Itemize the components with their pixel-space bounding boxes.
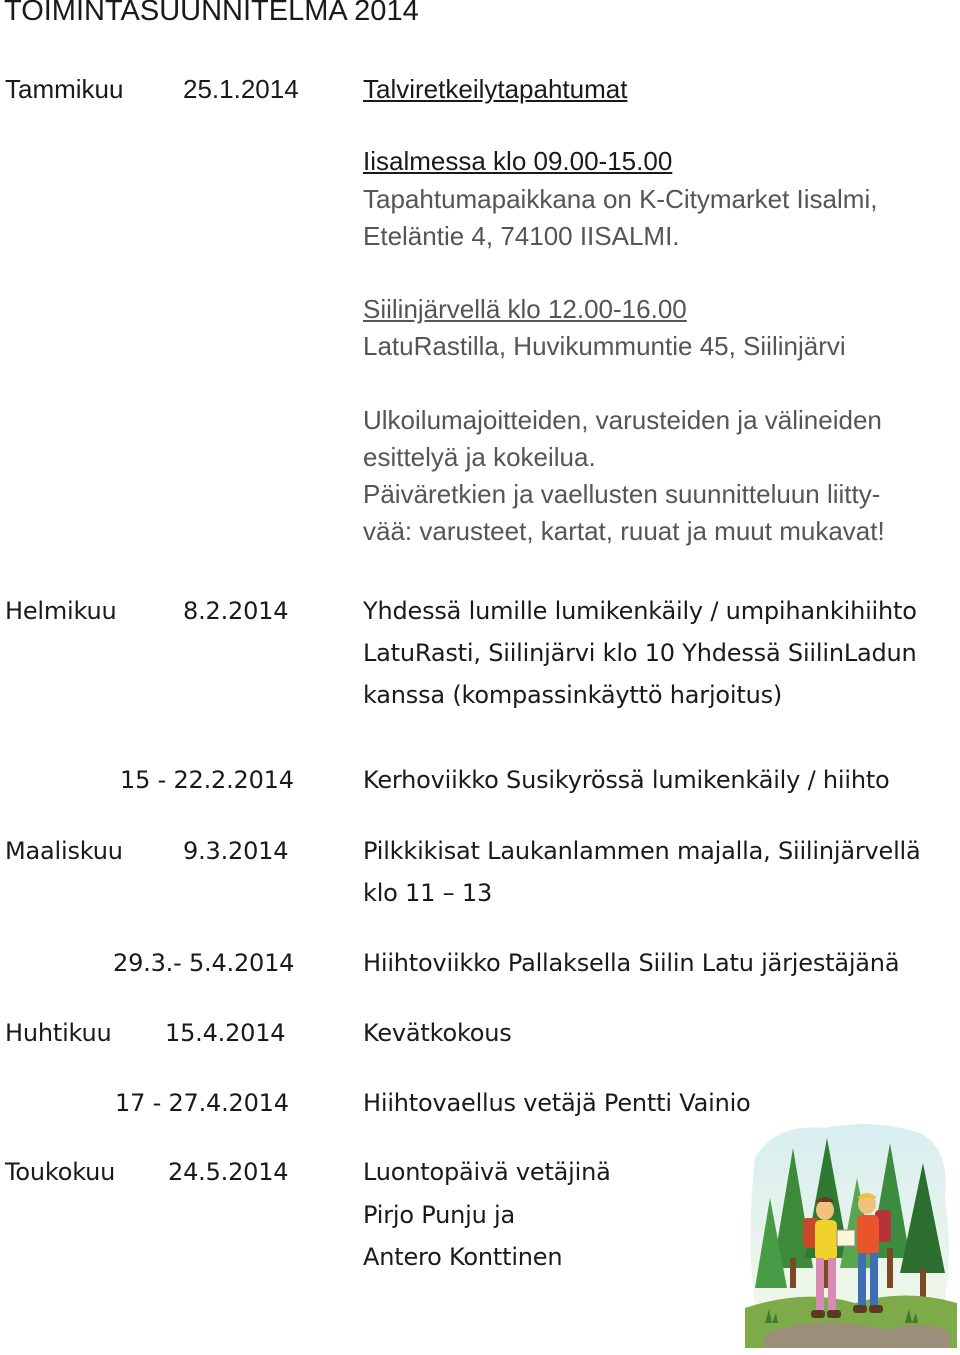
siilinjarvi-line-1: LatuRastilla, Huvikummuntie 45, Siilinjärvi xyxy=(363,331,846,361)
month-toukokuu: Toukokuu xyxy=(5,1158,116,1186)
maaliskuu-line-1: Pilkkikisat Laukanlammen majalla, Siilinjärvellä xyxy=(363,837,921,865)
date-helmikuu: 8.2.2014 xyxy=(183,597,289,625)
month-maaliskuu: Maaliskuu xyxy=(5,837,123,865)
date-hiihtoviikko: 29.3.- 5.4.2014 xyxy=(113,949,295,977)
month-helmikuu: Helmikuu xyxy=(5,597,117,625)
helmikuu-line-1: Yhdessä lumille lumikenkäily / umpihankihiihto xyxy=(363,597,917,625)
description-line-2: esittelyä ja kokeilua. xyxy=(363,442,596,472)
iisalmi-line-2: Eteläntie 4, 74100 IISALMI. xyxy=(363,221,680,251)
date-hiihtovaellus: 17 - 27.4.2014 xyxy=(115,1089,289,1117)
kerhoviikko-line-1: Kerhoviikko Susikyrössä lumikenkäily / hiihto xyxy=(363,766,890,794)
hikers-in-forest-icon xyxy=(745,1118,957,1348)
description-line-1: Ulkoilumajoitteiden, varusteiden ja välineiden xyxy=(363,405,882,435)
hiihtovaellus-line-1: Hiihtovaellus vetäjä Pentti Vainio xyxy=(363,1089,751,1117)
date-kerhoviikko: 15 - 22.2.2014 xyxy=(120,766,294,794)
siilinjarvi-heading: Siilinjärvellä klo 12.00-16.00 xyxy=(363,294,687,324)
hiihtoviikko-line-1: Hiihtoviikko Pallaksella Siilin Latu järjestäjänä xyxy=(363,949,900,977)
description-line-4: vää: varusteet, kartat, ruuat ja muut mukavat! xyxy=(363,516,885,546)
toukokuu-line-3: Antero Konttinen xyxy=(363,1243,563,1271)
description-line-3: Päiväretkien ja vaellusten suunnitteluun liitty- xyxy=(363,479,881,509)
page-title: TOIMINTASUUNNITELMA 2014 xyxy=(4,0,419,27)
huhtikuu-line-1: Kevätkokous xyxy=(363,1019,512,1047)
date-tammikuu: 25.1.2014 xyxy=(183,74,299,104)
date-toukokuu: 24.5.2014 xyxy=(168,1158,289,1186)
month-tammikuu: Tammikuu xyxy=(5,74,124,104)
event-heading-talviretkeily: Talviretkeilytapahtumat xyxy=(363,74,628,104)
hikers-illustration xyxy=(745,1118,957,1348)
maaliskuu-line-2: klo 11 – 13 xyxy=(363,879,493,907)
month-huhtikuu: Huhtikuu xyxy=(5,1019,112,1047)
date-huhtikuu: 15.4.2014 xyxy=(165,1019,286,1047)
toukokuu-line-2: Pirjo Punju ja xyxy=(363,1201,516,1229)
toukokuu-line-1: Luontopäivä vetäjinä xyxy=(363,1158,611,1186)
helmikuu-line-3: kanssa (kompassinkäyttö harjoitus) xyxy=(363,681,783,709)
iisalmi-heading: Iisalmessa klo 09.00-15.00 xyxy=(363,146,673,176)
iisalmi-line-1: Tapahtumapaikkana on K-Citymarket Iisalmi, xyxy=(363,184,878,214)
date-maaliskuu: 9.3.2014 xyxy=(183,837,289,865)
helmikuu-line-2: LatuRasti, Siilinjärvi klo 10 Yhdessä SiilinLadun xyxy=(363,639,917,667)
